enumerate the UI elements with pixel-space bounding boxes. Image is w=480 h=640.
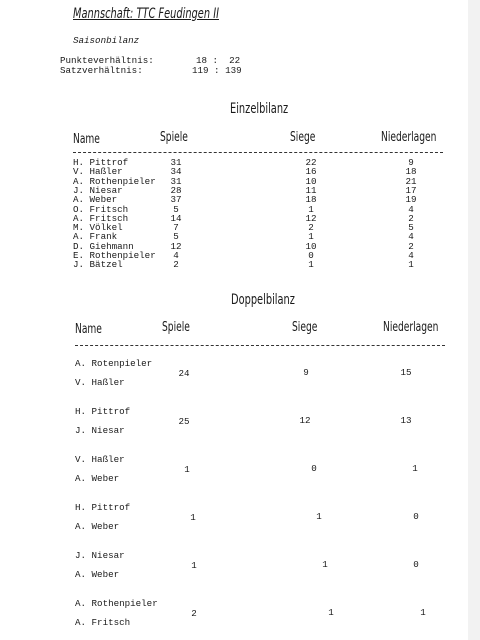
doppel-heading: Doppelbilanz: [231, 292, 295, 308]
einzel-siege-value: 10: [305, 175, 317, 187]
einzel-siege-value: 22: [305, 157, 317, 168]
einzel-siege-value: 1: [308, 259, 314, 271]
doppel-col-name: Name: [75, 322, 102, 337]
einzel-niederlagen-value: 1: [408, 259, 414, 271]
einzel-siege-value: 2: [308, 222, 314, 234]
doppel-niederlagen-value: 1: [420, 607, 426, 618]
einzel-player-name: A. Rothenpieler: [73, 175, 156, 187]
doppel-spiele-value: 24: [178, 368, 190, 379]
einzel-siege-value: 16: [305, 166, 317, 178]
einzel-spiele-value: 31: [170, 175, 182, 187]
doppel-player-1: J. Niesar: [75, 550, 125, 561]
einzel-siege-value: 1: [308, 203, 314, 215]
einzel-player-name: M. Völkel: [73, 222, 123, 234]
einzel-player-name: H. Pittrof: [73, 157, 129, 168]
einzel-col-niederlagen: Niederlagen: [381, 130, 437, 145]
einzel-niederlagen-value: 18: [405, 166, 417, 178]
einzel-player-name: E. Rothenpieler: [73, 250, 156, 261]
einzel-player-name: O. Fritsch: [73, 203, 129, 215]
einzel-niederlagen-value: 17: [405, 184, 417, 196]
points-label: Punkteverhältnis:: [60, 55, 154, 66]
einzel-spiele-value: 12: [170, 240, 182, 252]
einzel-col-name: Name: [73, 132, 100, 147]
einzel-spiele-value: 14: [170, 212, 182, 224]
doppel-player-2: A. Weber: [75, 521, 120, 532]
doppel-niederlagen-value: 1: [412, 463, 418, 474]
doppel-niederlagen-value: 13: [400, 415, 412, 426]
doppel-player-1: H. Pittrof: [75, 406, 131, 417]
doppel-spiele-value: 2: [191, 608, 197, 619]
doppel-niederlagen-value: 0: [413, 559, 419, 570]
einzel-spiele-value: 34: [170, 166, 182, 178]
doppel-player-1: A. Rotenpieler: [75, 358, 153, 369]
einzel-niederlagen-value: 21: [405, 175, 417, 187]
einzel-spiele-value: 5: [173, 231, 179, 243]
sets-label: Satzverhältnis:: [60, 65, 143, 76]
doppel-siege-value: 0: [311, 463, 317, 474]
einzel-col-siege: Siege: [290, 130, 316, 145]
einzel-spiele-value: 28: [170, 184, 182, 196]
einzel-spiele-value: 5: [173, 203, 179, 215]
doppel-niederlagen-value: 0: [413, 511, 419, 522]
einzel-heading: Einzelbilanz: [230, 101, 289, 117]
doppel-player-1: V. Haßler: [75, 454, 125, 465]
einzel-siege-value: 10: [305, 240, 317, 252]
einzel-player-name: D. Giehmann: [73, 240, 134, 252]
doppel-siege-value: 1: [316, 511, 322, 522]
einzel-player-name: A. Fritsch: [73, 212, 129, 224]
einzel-player-name: J. Niesar: [73, 184, 123, 196]
einzel-siege-value: 1: [308, 231, 314, 243]
einzel-siege-value: 11: [305, 184, 317, 196]
doppel-player-2: V. Haßler: [75, 377, 125, 388]
doppel-player-2: A. Fritsch: [75, 617, 131, 628]
einzel-player-name: V. Haßler: [73, 166, 123, 178]
doppel-siege-value: 1: [322, 559, 328, 570]
doppel-player-1: H. Pittrof: [75, 502, 131, 513]
einzel-niederlagen-value: 19: [405, 194, 417, 206]
doppel-player-1: A. Rothenpieler: [75, 598, 158, 609]
einzel-siege-value: 18: [305, 194, 317, 206]
einzel-player-name: A. Weber: [73, 194, 118, 206]
points-value: 18 : 22: [196, 55, 241, 66]
doppel-siege-value: 1: [328, 607, 334, 618]
doppel-spiele-value: 25: [178, 416, 190, 427]
einzel-player-name: A. Frank: [73, 231, 118, 243]
page-title: Mannschaft: TTC Feudingen II: [73, 6, 219, 22]
einzel-niederlagen-value: 9: [408, 157, 414, 168]
doppel-spiele-value: 1: [190, 512, 196, 523]
doppel-siege-value: 9: [303, 367, 309, 378]
einzel-col-spiele: Spiele: [160, 130, 188, 145]
einzel-niederlagen-value: 4: [408, 250, 414, 261]
doppel-player-2: A. Weber: [75, 473, 120, 484]
einzel-niederlagen-value: 4: [408, 203, 414, 215]
season-label: Saisonbilanz: [73, 35, 140, 46]
sets-value: 119 : 139: [192, 65, 242, 76]
einzel-niederlagen-value: 2: [408, 212, 414, 224]
einzel-siege-value: 12: [305, 212, 317, 224]
einzel-niederlagen-value: 2: [408, 240, 414, 252]
doppel-player-2: J. Niesar: [75, 425, 125, 436]
einzel-player-name: J. Bätzel: [73, 259, 123, 271]
doppel-player-2: A. Weber: [75, 569, 120, 580]
doppel-niederlagen-value: 15: [400, 367, 412, 378]
doppel-spiele-value: 1: [191, 560, 197, 571]
einzel-spiele-value: 37: [170, 194, 182, 206]
doppel-spiele-value: 1: [184, 464, 190, 475]
doppel-col-spiele: Spiele: [162, 320, 190, 335]
doppel-siege-value: 12: [299, 415, 311, 426]
einzel-spiele-value: 31: [170, 157, 182, 168]
einzel-spiele-value: 4: [173, 250, 179, 261]
einzel-siege-value: 0: [308, 250, 314, 261]
einzel-spiele-value: 7: [173, 222, 179, 234]
einzel-niederlagen-value: 4: [408, 231, 414, 243]
doppel-col-siege: Siege: [292, 320, 318, 335]
einzel-spiele-value: 2: [173, 259, 179, 271]
einzel-niederlagen-value: 5: [408, 222, 414, 234]
doppel-col-niederlagen: Niederlagen: [383, 320, 439, 335]
